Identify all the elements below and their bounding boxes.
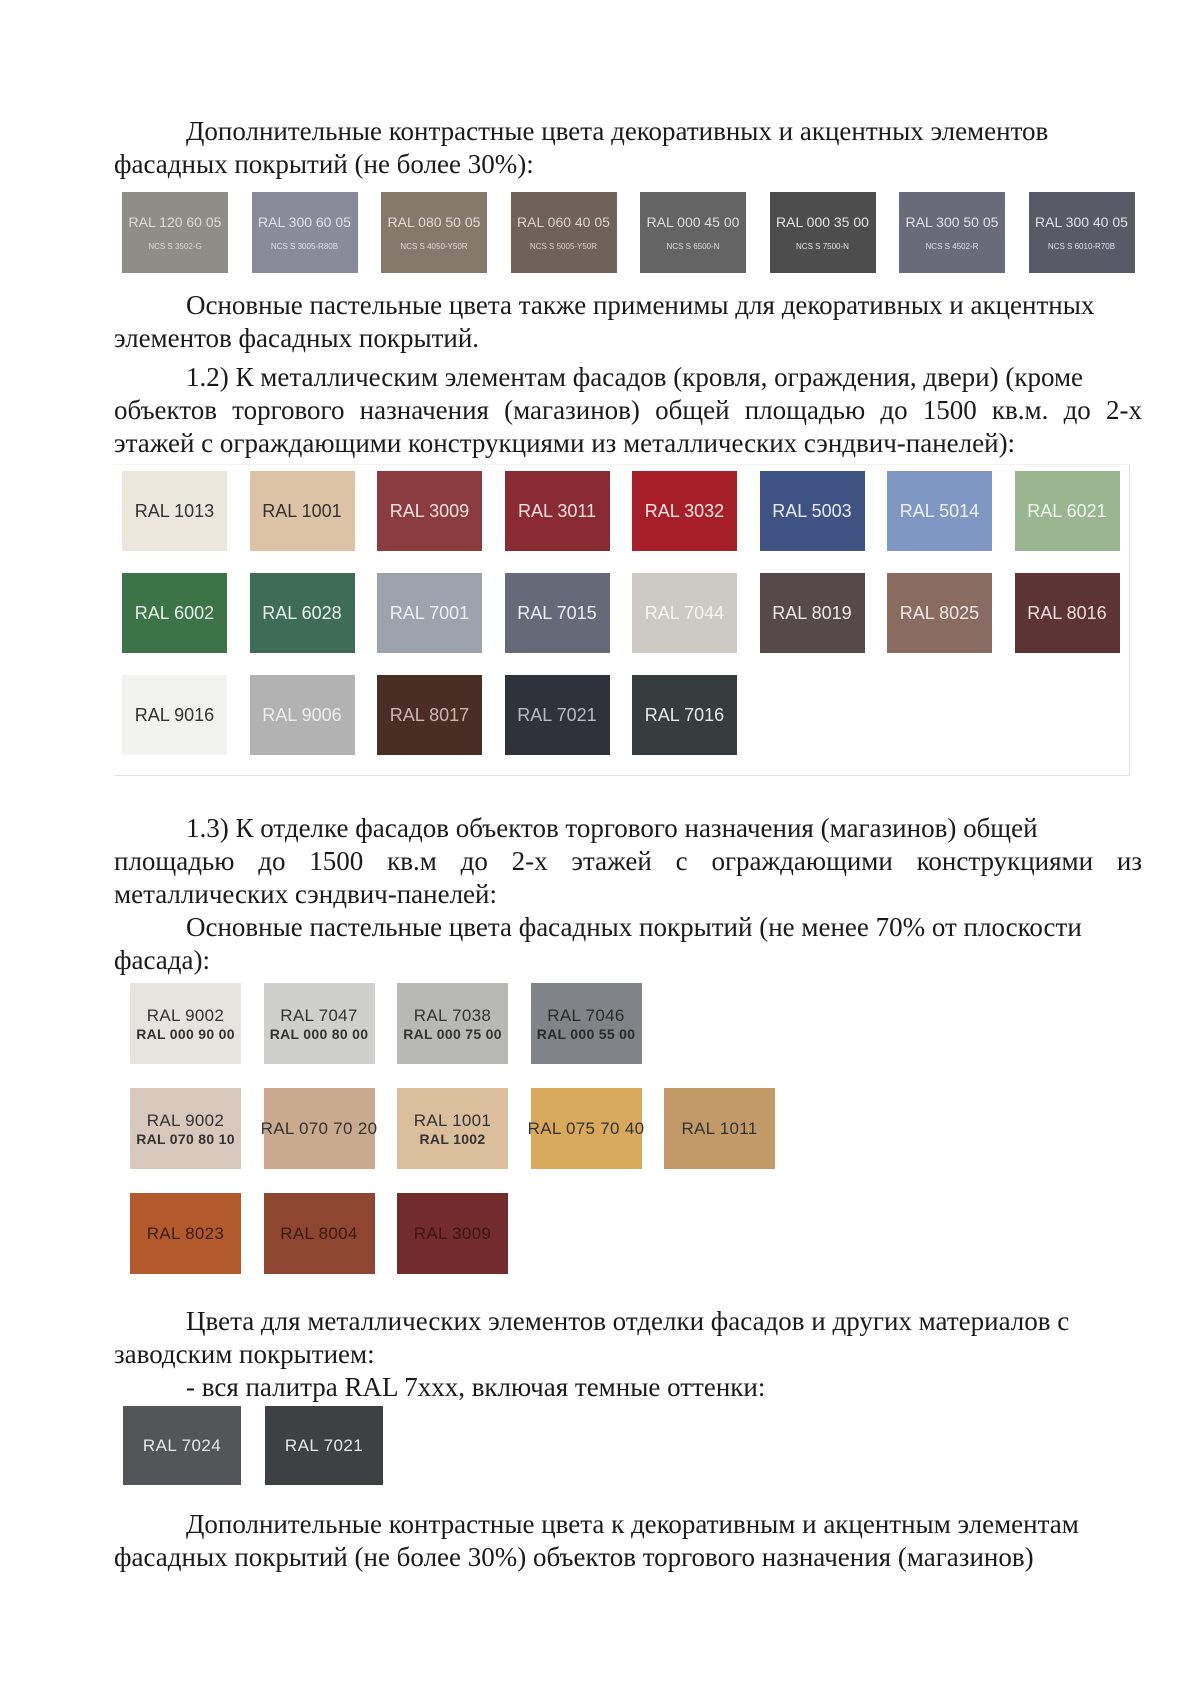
swatch-label: RAL 6028: [262, 602, 342, 623]
swatch-label: RAL 075 70 40: [527, 1118, 645, 1138]
swatch-label: RAL 8025: [899, 602, 980, 623]
swatch-label: RAL 3009: [413, 1223, 492, 1243]
metal-swatch: [887, 471, 992, 551]
swatch-ncs-code: NCS S 5005-Y50R: [529, 242, 598, 251]
contrast-swatch: [511, 192, 617, 273]
metal-swatch: [505, 471, 610, 551]
pastel-swatch: [264, 983, 375, 1064]
swatch-ncs-code: NCS S 4502-R: [925, 242, 979, 251]
swatch-label: RAL 7046: [547, 1005, 625, 1025]
swatch-label: RAL 1013: [134, 500, 215, 521]
metal-swatch: [505, 573, 610, 653]
metal-swatch: [1015, 471, 1120, 551]
paragraph-1-2-metal-elements: 1.2) К металлическим элементам фасадов (кровля, ограждения, двери) (кроме объектов торгового назначения (магазинов) общей площадью до 1500 кв.м. до 2-х этажей с ограждающими конструкциями из металлических сэндвич-панелей):: [114, 362, 1142, 458]
swatch-label: RAL 7044: [644, 602, 725, 623]
swatch-ncs-code: NCS S 4050-Y50R: [400, 242, 468, 251]
dark-swatch: [123, 1406, 241, 1485]
swatch-label: RAL 7016: [644, 704, 725, 725]
metal-swatch: [760, 573, 865, 653]
paragraph-contrast-colors: Дополнительные контрастные цвета декоративных и акцентных элементов фасадных покрытий (не более 30%):: [114, 116, 1049, 179]
swatch-label: RAL 5014: [899, 500, 980, 521]
metal-swatch: [250, 471, 355, 551]
swatch-label: RAL 070 70 20: [260, 1118, 378, 1138]
metal-swatch: [632, 675, 737, 755]
pastel-swatch: [397, 1193, 508, 1274]
swatch-label: RAL 3032: [644, 500, 725, 521]
pastel-swatch: [130, 1088, 241, 1169]
swatch-label: RAL 8017: [389, 704, 470, 725]
swatch-ncs-code: NCS S 7500-N: [796, 242, 849, 251]
swatch-label: RAL 8023: [146, 1223, 225, 1243]
swatch-label: RAL 8019: [772, 602, 852, 623]
pastel-swatch: [130, 1193, 241, 1274]
swatch-label: RAL 060 40 05: [517, 214, 610, 230]
swatch-label: RAL 8016: [1027, 602, 1107, 623]
swatch-label: RAL 9002: [146, 1110, 225, 1130]
swatch-label: RAL 7038: [413, 1005, 492, 1025]
dark-swatch: [265, 1406, 383, 1485]
contrast-swatch: [770, 192, 876, 273]
metal-swatch: [887, 573, 992, 653]
contrast-swatch: [252, 192, 358, 273]
contrast-swatch: [640, 192, 746, 273]
swatch-sub-label: RAL 000 55 00: [536, 1025, 636, 1042]
swatch-sub-label: RAL 1002: [419, 1130, 486, 1147]
swatch-label: RAL 8004: [280, 1223, 358, 1243]
pastel-swatch: [527, 1088, 645, 1169]
swatch-ncs-code: NCS S 6010-R70B: [1047, 242, 1116, 251]
swatch-label: RAL 7021: [284, 1435, 364, 1455]
pastel-swatch: [260, 1088, 378, 1169]
metal-swatch: [377, 573, 482, 653]
swatch-label: RAL 3011: [517, 500, 597, 521]
swatch-label: RAL 7015: [517, 602, 597, 623]
swatch-label: RAL 3009: [389, 500, 470, 521]
metal-swatch: [632, 573, 737, 653]
swatch-label: RAL 6021: [1027, 500, 1107, 521]
metal-swatch: [122, 675, 227, 755]
metal-swatch: [1015, 573, 1120, 653]
swatch-sub-label: RAL 000 75 00: [403, 1025, 502, 1042]
pastel-swatch: [531, 983, 642, 1064]
metal-swatch: [632, 471, 737, 551]
swatch-label: RAL 5003: [772, 500, 852, 521]
swatch-label: RAL 300 50 05: [905, 214, 999, 230]
swatch-ncs-code: NCS S 6500-N: [666, 242, 720, 251]
metal-swatch: [505, 675, 610, 755]
contrast-swatch: [122, 192, 228, 273]
paragraph-1-3-trade-facades: 1.3) К отделке фасадов объектов торгового назначения (магазинов) общей площадью до 1500 кв.м до 2-х этажей с ограждающими конструкциями из металлических сэндвич-панелей:: [114, 813, 1142, 909]
swatch-label: RAL 000 45 00: [646, 214, 740, 230]
swatch-label: RAL 000 35 00: [776, 214, 869, 230]
pastel-swatch: [264, 1193, 375, 1274]
swatch-ncs-code: NCS S 3502-G: [148, 242, 202, 251]
swatch-label: RAL 7047: [280, 1005, 358, 1025]
metal-swatch: [122, 573, 227, 653]
contrast-swatch: [381, 192, 487, 273]
pastel-swatch: [397, 983, 508, 1064]
metal-swatch: [122, 471, 227, 551]
pastel-swatch: [664, 1088, 775, 1169]
swatch-label: RAL 7021: [517, 704, 597, 725]
swatch-label: RAL 9002: [146, 1005, 225, 1025]
contrast-swatch: [1029, 192, 1135, 273]
paragraph-main-pastel: Основные пастельные цвета фасадных покрытий (не менее 70% от плоскости фасада):: [114, 912, 1082, 975]
swatch-label: RAL 6002: [134, 602, 215, 623]
metal-swatch: [250, 675, 355, 755]
swatch-sub-label: RAL 070 80 10: [136, 1130, 235, 1147]
swatch-label: RAL 300 40 05: [1035, 214, 1128, 230]
swatch-sub-label: RAL 000 90 00: [136, 1025, 235, 1042]
metal-swatch: [250, 573, 355, 653]
metal-swatch: [377, 675, 482, 755]
paragraph-metal-finishing: Цвета для металлических элементов отделки фасадов и других материалов с заводским покрытием:: [114, 1306, 1070, 1369]
metal-swatch: [377, 471, 482, 551]
swatch-label: RAL 9006: [262, 704, 342, 725]
swatch-label: RAL 1011: [681, 1118, 758, 1138]
swatch-label: RAL 1001: [262, 500, 342, 521]
swatch-label: RAL 7001: [389, 602, 470, 623]
paragraph-ral-7xxx: - вся палитра RAL 7xxx, включая темные оттенки:: [186, 1372, 766, 1402]
swatch-label: RAL 1001: [413, 1110, 492, 1130]
metal-swatch: [760, 471, 865, 551]
swatch-label: RAL 120 60 05: [128, 214, 222, 230]
swatch-ncs-code: NCS S 3005-R80B: [270, 242, 339, 251]
swatch-label: RAL 9016: [134, 704, 215, 725]
swatch-label: RAL 080 50 05: [387, 214, 481, 230]
pastel-swatch: [130, 983, 241, 1064]
swatch-sub-label: RAL 000 80 00: [269, 1025, 369, 1042]
paragraph-pastel-applicable: Основные пастельные цвета также применимы для декоративных и акцентных элементов фасадных покрытий.: [114, 290, 1095, 353]
swatch-label: RAL 300 60 05: [258, 214, 351, 230]
contrast-swatch: [899, 192, 1005, 273]
swatch-label: RAL 7024: [142, 1435, 222, 1455]
pastel-swatch: [397, 1088, 508, 1169]
paragraph-contrast-trade: Дополнительные контрастные цвета к декоративным и акцентным элементам фасадных покрытий (не более 30%) объектов торгового назначения (магазинов): [114, 1509, 1079, 1572]
